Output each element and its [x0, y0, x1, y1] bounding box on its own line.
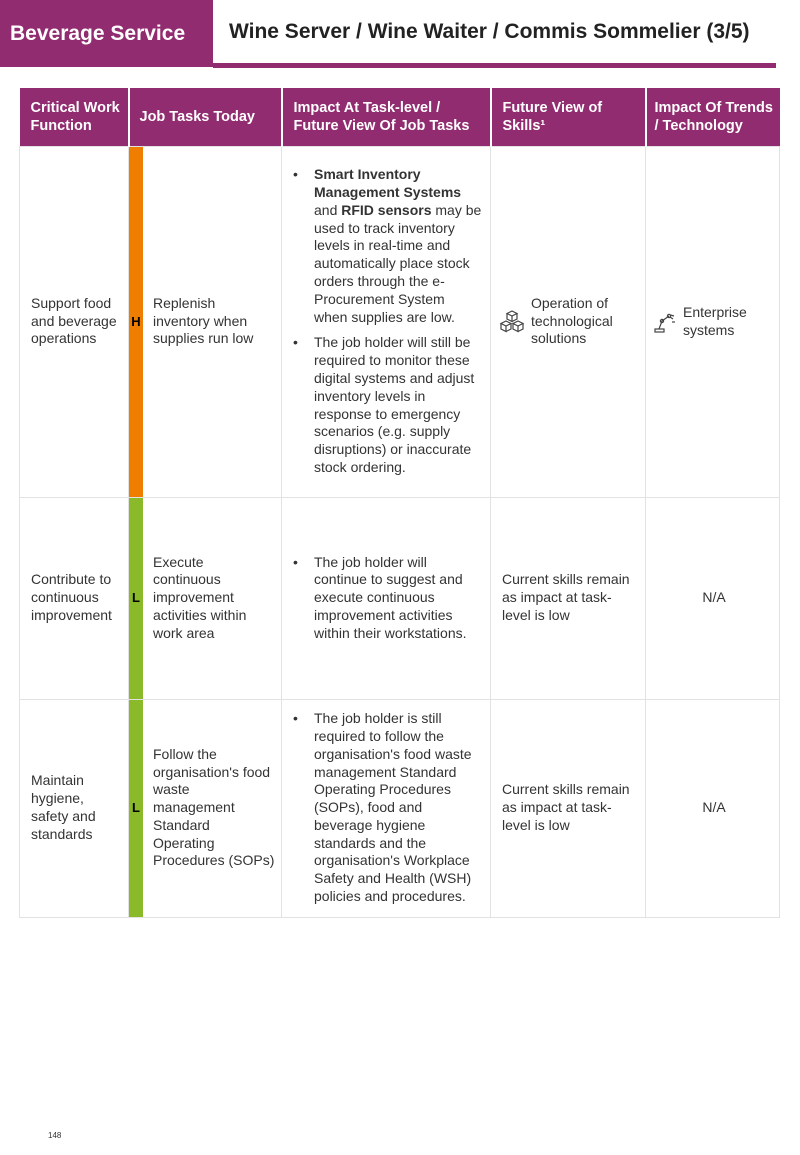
impact-text: and [314, 201, 338, 218]
robot-arm-icon [653, 310, 677, 334]
page-number: 148 [48, 1131, 62, 1140]
impact-text: may be used to track inventory levels in real-time and automatically place stock orders through the e-Procurement System when supplies are low. [314, 201, 482, 325]
future-skills: Current skills remain as impact at task-level is low [491, 497, 646, 699]
impact-level-letter: H [131, 313, 141, 329]
page-title: Wine Server / Wine Waiter / Commis Sommelier (3/5) [229, 20, 750, 43]
impact-level-letter: L [132, 800, 140, 816]
header-job-tasks-today: Job Tasks Today [129, 88, 282, 146]
job-task-text: Replenish inventory when supplies run low [153, 294, 254, 347]
impact-cell [282, 146, 491, 497]
table-header-row [20, 88, 780, 146]
table-row [20, 146, 780, 497]
impact-bullet: • The job holder will still be required to monitor these digital systems and adjust inventory levels in response to emergency scenarios (e.g. supply disruptions) or inaccurate stock ordering. [293, 334, 482, 476]
job-impact-table [19, 88, 780, 918]
critical-work-function: Maintain hygiene, safety and standards [20, 699, 129, 917]
header-impact-trends: Impact Of Trends / Technology [646, 88, 780, 146]
trend-entry [653, 304, 771, 340]
impact-highlight: RFID sensors [341, 201, 432, 218]
job-task [143, 497, 282, 699]
skill-text: Operation of technological solutions [531, 294, 613, 347]
impact-level-cell [129, 146, 143, 497]
trends [646, 146, 780, 497]
header-critical-work-function: Critical Work Function [20, 88, 129, 146]
job-task [143, 699, 282, 917]
impact-list [293, 166, 482, 477]
section-tab: Beverage Service [0, 0, 213, 67]
trend-text: Enterprise systems [683, 303, 747, 338]
future-skills: Current skills remain as impact at task-level is low [491, 699, 646, 917]
trends: N/A [646, 497, 780, 699]
impact-cell [282, 699, 491, 917]
impact-bullet [293, 166, 482, 326]
blocks-icon [499, 308, 525, 334]
header-future-view-skills: Future View of Skills¹ [491, 88, 646, 146]
impact-list [293, 554, 482, 643]
impact-level-letter: L [132, 590, 140, 606]
trends: N/A [646, 699, 780, 917]
header-impact-task-level: Impact At Task-level / Future View Of Job Tasks [282, 88, 491, 146]
future-skills [491, 146, 646, 497]
critical-work-function: Support food and beverage operations [20, 146, 129, 497]
job-task-text: Follow the organisation's food waste management Standard Operating Procedures (SOPs) [153, 745, 275, 869]
impact-bullet: • The job holder is still required to follow the organisation's food waste management Standard Operating Procedures (SOPs), food and beverage hygiene standards and the organisation's Workplace Safety and Health (WSH) policies and procedures. [293, 710, 482, 906]
impact-highlight: Smart Inventory Management Systems [314, 166, 462, 201]
impact-level-cell [129, 497, 143, 699]
header-rule [213, 63, 776, 68]
impact-cell [282, 497, 491, 699]
job-task [143, 146, 282, 497]
job-task-text: Execute continuous improvement activities within work area [153, 553, 247, 641]
impact-list [293, 710, 482, 906]
impact-bullet: • The job holder will continue to suggest and execute continuous improvement activities within their workstations. [293, 554, 482, 643]
impact-level-cell [129, 699, 143, 917]
skill-entry [499, 295, 637, 348]
table-row [20, 497, 780, 699]
table-row [20, 699, 780, 917]
critical-work-function: Contribute to continuous improvement [20, 497, 129, 699]
